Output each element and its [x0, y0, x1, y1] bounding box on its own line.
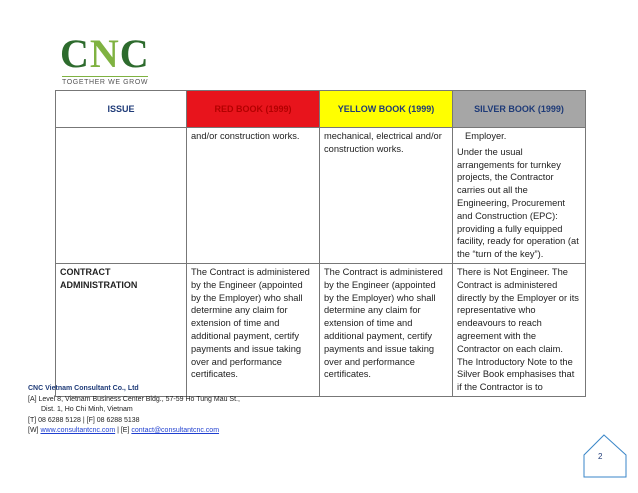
- company-logo: [60, 32, 155, 84]
- footer-address: [A] Level 8, Vietnam Business Center Bldg., 57-59 Ho Tung Mau St.,: [28, 395, 240, 403]
- logo-letter-c1: C: [60, 31, 90, 76]
- logo-mark: [60, 32, 150, 76]
- logo-tagline: TOGETHER WE GROW: [62, 79, 149, 86]
- footer-email-prefix: | [E]: [115, 427, 132, 434]
- red-book-cell: The Contract is administered by the Engineer (appointed by the Employer) who shall determine any claim for extension of time and additional payment, certify payments and issue taking over and performance certificates.: [187, 263, 320, 396]
- footer-phone: [T] 08 6288 5128 | [F] 08 6288 5138: [28, 416, 140, 424]
- silver-cell-line: Employer.: [465, 131, 507, 141]
- header-silver-book: SILVER BOOK (1999): [453, 91, 586, 128]
- silver-cell-paragraph: Under the usual arrangements for turnkey projects, the Contractor carries out all the Engineering, Procurement and Construction (EPC): providing a fully equipped facility, ready for operation (at the “turn of the key”).: [457, 146, 579, 260]
- header-issue: ISSUE: [56, 91, 187, 128]
- table-row: [56, 263, 586, 396]
- comparison-table: [55, 90, 586, 397]
- red-book-cell: and/or construction works.: [187, 128, 320, 264]
- page-number: 2: [598, 452, 603, 461]
- logo-letter-n: N: [89, 31, 120, 76]
- logo-letter-c2: C: [119, 31, 150, 76]
- email-link[interactable]: contact@consultantcnc.com: [131, 427, 220, 434]
- silver-book-cell: [453, 128, 586, 264]
- row-label: [56, 128, 187, 264]
- yellow-book-cell: The Contract is administered by the Engineer (appointed by the Employer) who shall determine any claim for extension of time and additional payment, certify payments and issue taking over and performance certificates.: [320, 263, 453, 396]
- logo-divider: [62, 76, 148, 77]
- silver-book-cell: There is Not Engineer. The Contract is administered directly by the Employer or its representative who endeavours to reach agreement with the Contractor on each claim. The Introductory Note to the Silver Book emphasises that if the Contractor is to: [453, 263, 586, 396]
- table-header-row: [56, 91, 586, 128]
- footer-address-line-2: Dist. 1, Ho Chi Minh, Vietnam: [41, 406, 133, 413]
- yellow-book-cell: mechanical, electrical and/or construction works.: [320, 128, 453, 264]
- row-label: CONTRACT ADMINISTRATION: [56, 263, 187, 396]
- header-yellow-book: YELLOW BOOK (1999): [320, 91, 453, 128]
- page-corner-decoration: [582, 433, 628, 479]
- website-link[interactable]: www.consultantcnc.com: [40, 427, 116, 434]
- footer-web-email: [28, 426, 240, 437]
- header-red-book: RED BOOK (1999): [187, 91, 320, 128]
- footer-company-name: CNC Vietnam Consultant Co., Ltd: [28, 385, 139, 392]
- table-row: [56, 128, 586, 264]
- footer-contact: [28, 384, 240, 437]
- footer-web-prefix: [W]: [28, 427, 41, 434]
